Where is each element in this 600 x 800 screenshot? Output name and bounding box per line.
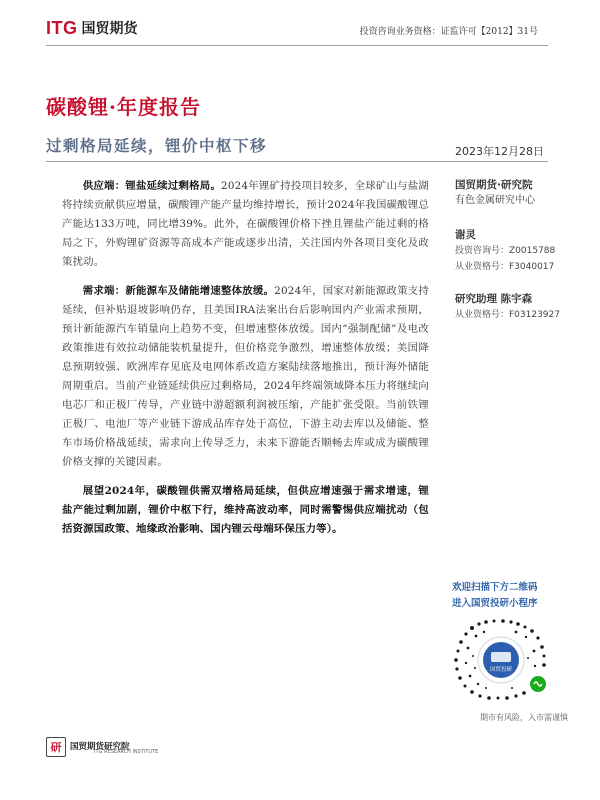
paragraph-lead: 展望2024年， [82,485,157,497]
paragraph-supply [62,177,429,272]
logo-name: 国贸期货 [81,21,138,37]
report-subtitle: 过剩格局延续，锂价中枢下移 [46,136,268,155]
header-divider [46,45,548,46]
paragraph-lead: 供应端：锂盐延续过剩格局。 [82,180,222,192]
analyst-cert: 从业资格号：F3040017 [455,262,555,272]
analyst-name: 研究助理 陈宇森 [455,293,533,305]
paragraph-outlook [62,482,429,539]
footer-institute-name: 国贸期货研究院 [70,741,130,752]
department-name: 有色金属研究中心 [455,195,535,206]
paragraph-demand [62,282,429,472]
footer-text [66,740,158,755]
mini-program-qr-code[interactable] [446,618,558,700]
institute-name: 国贸期货·研究院 [455,179,533,191]
qr-caption-line: 进入国贸投研小程序 [452,598,538,609]
report-title: 碳酸锂·年度报告 [46,95,201,119]
license-text: 投资咨询业务资格：证监许可【2012】31号 [359,27,538,37]
report-body [62,177,429,549]
qr-logo-glyph [491,652,511,662]
qr-caption [452,580,538,612]
footer-institute-en: ITG RESEARCH INSTITUTE [94,748,159,755]
author-sidebar [455,177,565,323]
footer-brand [46,737,158,757]
paragraph-text: 2024年锂矿持投项目较多，全球矿山与盐湖将持续贡献供应增量，碳酸锂产能产量均维持增长，预计2024年我国碳酸锂总产能达133万吨，同比增39%。此外，在碳酸锂价格下挫且锂盐产能过剩的格局之下，外购锂矿资源等高成本产能或逐步出清，关注国内外各项目变化及政策扰动。 [62,180,429,268]
analyst-cert: 从业资格号：F03123927 [455,310,560,320]
research-institute-logo-icon: 研 [46,737,66,757]
analyst-cert: 投资咨询号：Z0015788 [455,246,556,256]
subtitle-divider [46,161,548,162]
paragraph-text: 2024年，国家对新能源政策支持延续，但补贴退坡影响仍存，且美国IRA法案出台后影响国内产业需求预期，预计新能源汽车销量向上趋势不变，但增速整体放缓。国内“强制配储”及电改政策推进有效拉动储能装机量提升，但价格竞争激烈，增速整体放缓；美国降息预期较强、欧洲库存见底及电网体系改造方案陆续落地推出，预计海外储能周期重启。当前产业链延续供应过剩格局，2024年终端领域降本压力将继续向电芯厂和正极厂传导，产业链中游超额利润被压缩，产能扩张受限。当前铁锂正极厂、电池厂等产业链下游成品库存处于高位，下游主动去库以及储能、整车市场价格战延续，需求向上传导乏力，未来下游能否顺畅去库或成为碳酸锂价格支撑的关键因素。 [62,285,429,468]
company-logo [46,18,138,38]
paragraph-text: 碳酸锂供需双增格局延续，但供应增速强于需求增速，锂盐产能过剩加剧，锂价中枢下行，维持高波动率，同时需警惕供应端扰动（包括资源国政策、地缘政治影响、国内锂云母端环保压力等）。 [62,485,429,535]
logo-mark: ITG [46,17,78,38]
analyst-name: 谢灵 [455,229,476,241]
report-date: 2023年12月28日 [455,145,544,158]
qr-caption-line: 欢迎扫描下方二维码 [452,582,538,593]
qr-center-label: 国贸投研 [489,667,513,673]
paragraph-lead: 需求端：新能源车及储能增速整体放缓。 [82,285,275,297]
risk-warning: 期市有风险，入市需谨慎 [480,713,568,722]
